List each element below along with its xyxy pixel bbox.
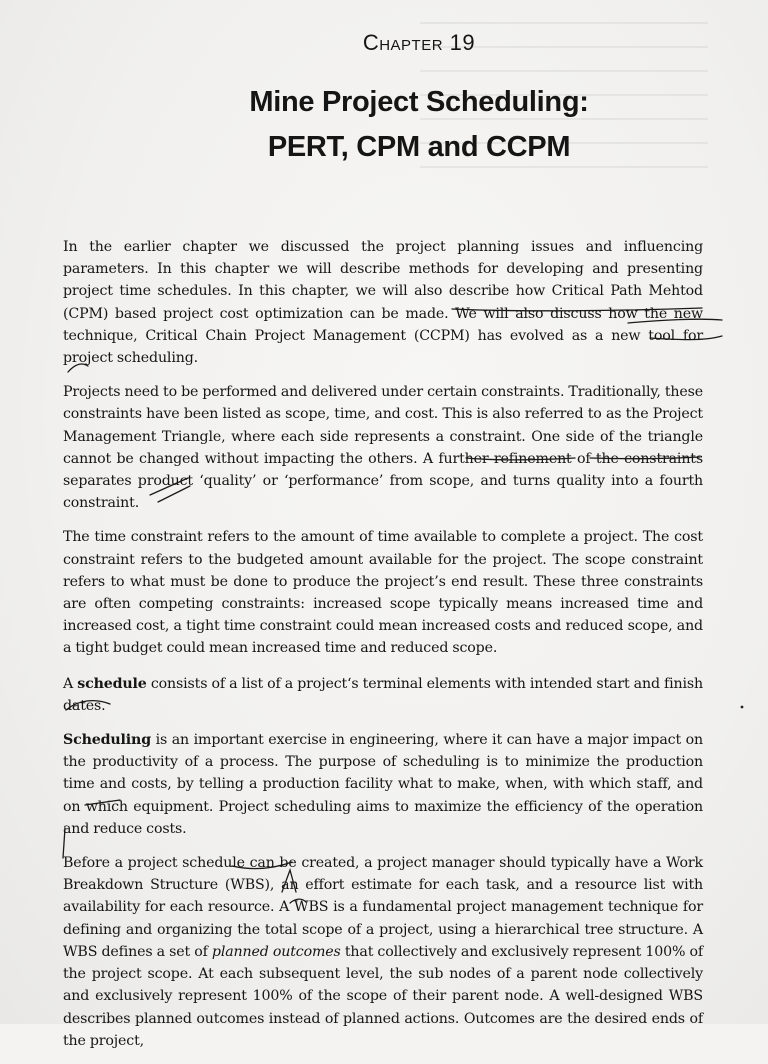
paragraph-time-constraint: The time constraint refers to the amount of time available to complete a project. The cost constraint refers to the budgeted amount available for the project. The scope constraint refers to what must be done to produce the project’s end result. These three constraints are often competing constraints: increased scope typically means increased time and increased cost, a tight time constraint could mean increased costs and reduced scope, and a tight budget could mean increased time and reduced scope. bbox=[63, 529, 703, 657]
paragraph-scheduling bbox=[63, 729, 703, 840]
p6-after: that collectively and exclusively represent 100% of the project scope. At each subsequent level, the sub nodes of a parent node collectively and exclusively represent 100% of the scope of their parent node. A well-designed WBS describes planned outcomes instead of planned actions. Outcomes are the desired ends of the project, bbox=[63, 943, 704, 1049]
p5-after: is an important exercise in engineering, where it can have a major impact on the productivity of a process. The purpose of scheduling is to minimize the production time and costs, by telling a production facility what to make, when, with which staff, and on which equipment. Project scheduling aims to maximize the efficiency of the operation and reduce costs. bbox=[63, 732, 703, 837]
paragraph-intro: In the earlier chapter we discussed the project planning issues and influencing parameters. In this chapter we will describe methods for developing and presenting project time schedules. In this chapter, we will also describe how Critical Path Mehtod (CPM) based project cost optimization can be made. We will also discuss how the new technique, Critical Chain Project Management (CCPM) has evolved as a new tool for project scheduling. bbox=[63, 239, 703, 367]
term-schedule: schedule bbox=[77, 675, 147, 692]
p4-before: A bbox=[63, 675, 78, 692]
p4-after: consists of a list of a project‘s terminal elements with intended start and finish dates. bbox=[63, 675, 704, 714]
p6-before: Before a project schedule can be created, a project manager should typically have a Work Breakdown Structure (WBS), an effort estimate for each task, and a resource list with availability for each resource. A WBS is a fundamental project management technique for defining and organizing the total scope of a project, using a hierarchical tree structure. A WBS defines a set of bbox=[63, 855, 703, 960]
chapter-title-line-2: PERT, CPM and CCPM bbox=[267, 131, 571, 163]
paragraph-constraints: Projects need to be performed and delivered under certain constraints. Traditionally, these constraints have been listed as scope, time, and cost. This is also referred to as the Project Management Triangle, where each side represents a constraint. One side of the triangle cannot be changed without impacting the others. A further refinement of the constraints separates product ‘quality’ or ‘performance’ from scope, and turns quality into a fourth constraint. bbox=[63, 384, 703, 512]
margin-dot bbox=[741, 706, 744, 709]
emphasis-planned-outcomes: planned outcomes bbox=[211, 943, 341, 960]
body-text bbox=[63, 236, 703, 1064]
chapter-label: Chapter 19 bbox=[362, 30, 476, 55]
paragraph-schedule-definition bbox=[63, 673, 703, 717]
chapter-title-line-1: Mine Project Scheduling: bbox=[249, 86, 589, 118]
paragraph-wbs bbox=[63, 852, 703, 1052]
term-scheduling: Scheduling bbox=[63, 732, 151, 749]
